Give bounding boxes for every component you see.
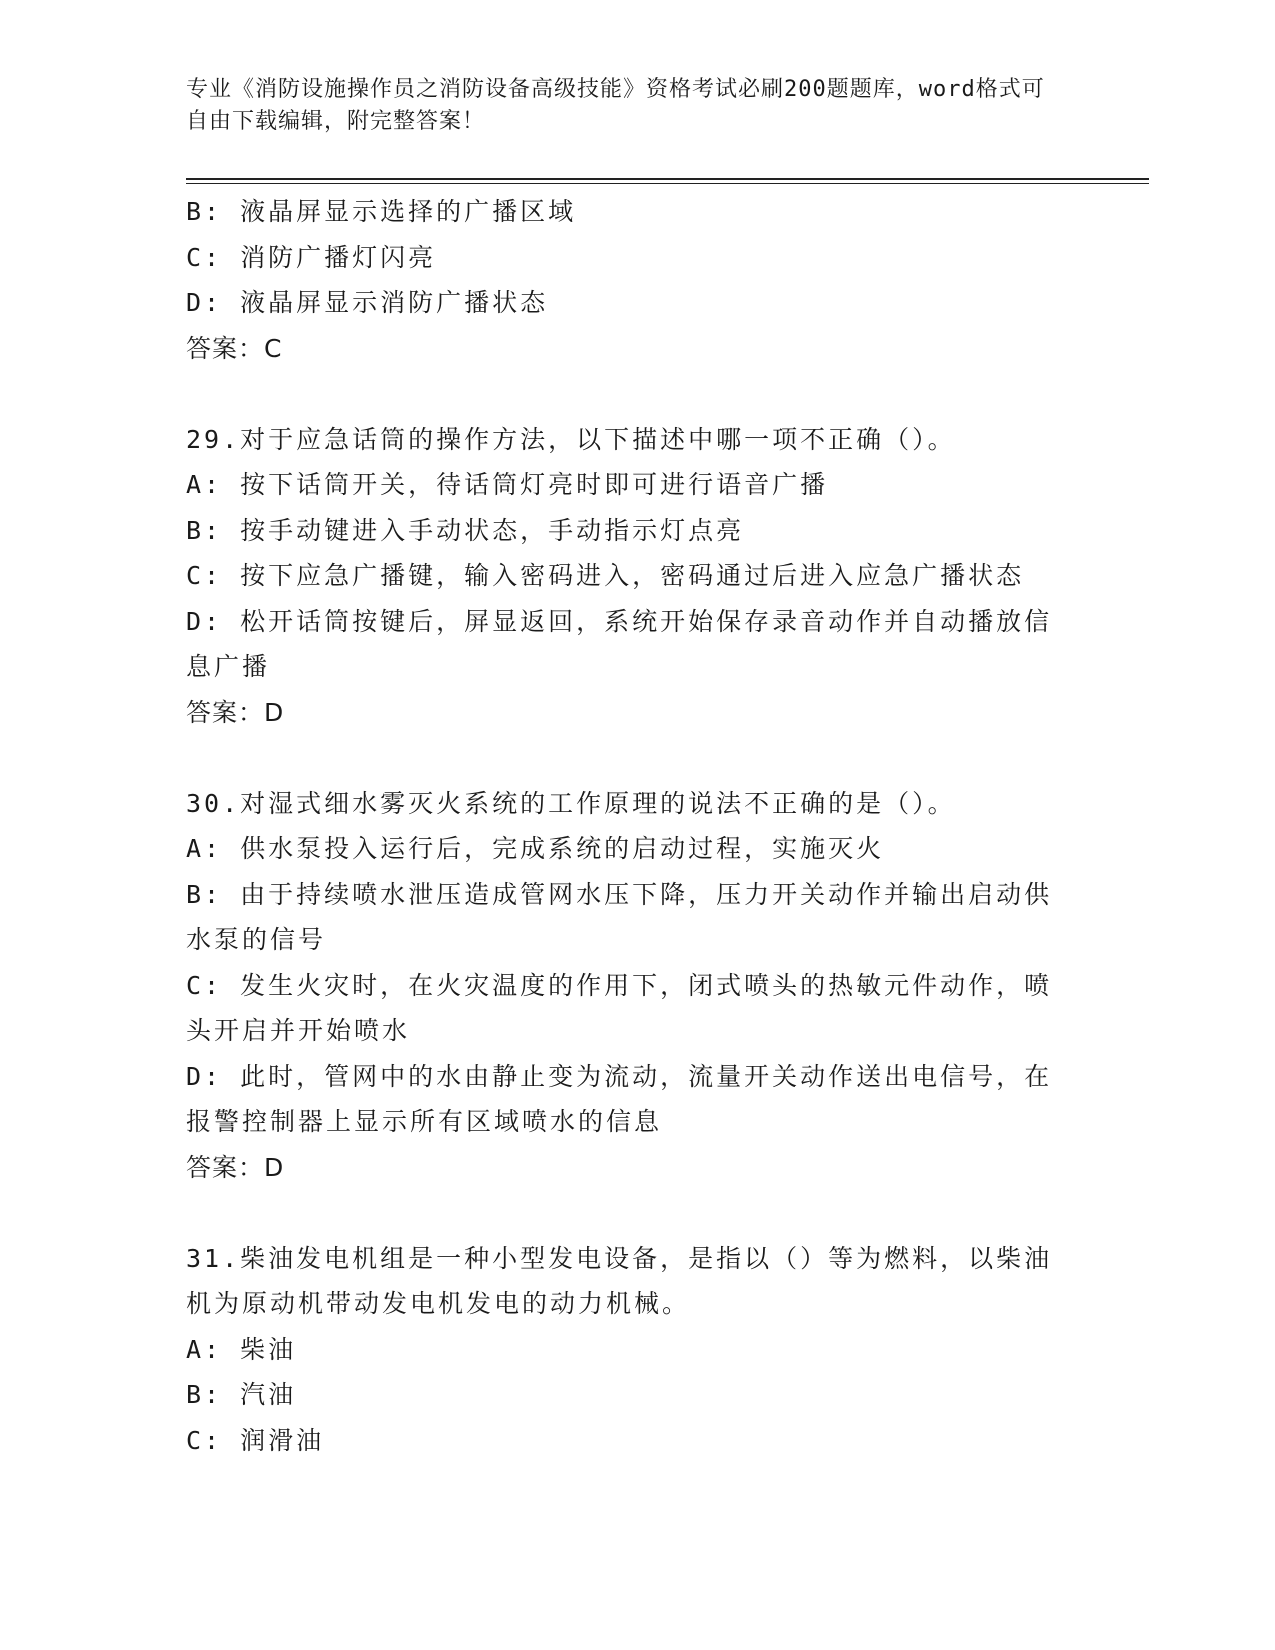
- q30-option-d: D: 此时，管网中的水由静止变为流动，流量开关动作送出电信号，在: [186, 1061, 1053, 1091]
- q29-question: 29.对于应急话筒的操作方法，以下描述中哪一项不正确（）。: [186, 424, 956, 454]
- spacer: [186, 1190, 1076, 1236]
- q28-option-b: B: 液晶屏显示选择的广播区域: [186, 197, 577, 226]
- q30-option-c-cont: 头开启并开始喷水: [186, 1016, 411, 1045]
- q28-answer: 答案：C: [186, 333, 283, 363]
- q31-option-c: C: 润滑油: [186, 1425, 325, 1455]
- q29-option-d-cont: 息广播: [186, 652, 271, 681]
- q31-option-b: B: 汽油: [186, 1380, 297, 1409]
- q30-option-b: B: 由于持续喷水泄压造成管网水压下降，压力开关动作并输出启动供: [186, 879, 1053, 909]
- q28-option-d: D: 液晶屏显示消防广播状态: [186, 288, 549, 317]
- q30-answer: 答案：D: [186, 1152, 285, 1182]
- q30-question: 30.对湿式细水雾灭火系统的工作原理的说法不正确的是（）。: [186, 788, 956, 818]
- q30-option-d-cont: 报警控制器上显示所有区域喷水的信息: [186, 1107, 663, 1136]
- q31-option-a: A: 柴油: [186, 1334, 297, 1364]
- q29-option-b: B: 按手动键进入手动状态，手动指示灯点亮: [186, 515, 745, 545]
- q29-answer: 答案：D: [186, 697, 285, 727]
- document-body: [186, 189, 1076, 1463]
- q30-option-a: A: 供水泵投入运行后，完成系统的启动过程，实施灭火: [186, 834, 885, 863]
- spacer: [186, 371, 1076, 417]
- q30-option-b-cont: 水泵的信号: [186, 925, 327, 954]
- header-rule-thin: [186, 183, 1149, 184]
- q29-option-a: A: 按下话筒开关，待话筒灯亮时即可进行语音广播: [186, 470, 829, 499]
- q29-option-d: D: 松开话筒按键后，屏显返回，系统开始保存录音动作并自动播放信: [186, 606, 1053, 636]
- header-rule-thick: [186, 178, 1149, 180]
- q28-option-c: C: 消防广播灯闪亮: [186, 242, 437, 272]
- spacer: [186, 735, 1076, 781]
- document-header: 专业《消防设施操作员之消防设备高级技能》资格考试必刷200题题库，word格式可自由下载编辑，附完整答案！: [186, 77, 1045, 134]
- q31-question: 31.柴油发电机组是一种小型发电设备，是指以（）等为燃料，以柴油: [186, 1243, 1053, 1273]
- q31-question-cont: 机为原动机带动发电机发电的动力机械。: [186, 1289, 691, 1318]
- q29-option-c: C: 按下应急广播键，输入密码进入，密码通过后进入应急广播状态: [186, 561, 1025, 590]
- q30-option-c: C: 发生火灾时，在火灾温度的作用下，闭式喷头的热敏元件动作，喷: [186, 970, 1053, 1000]
